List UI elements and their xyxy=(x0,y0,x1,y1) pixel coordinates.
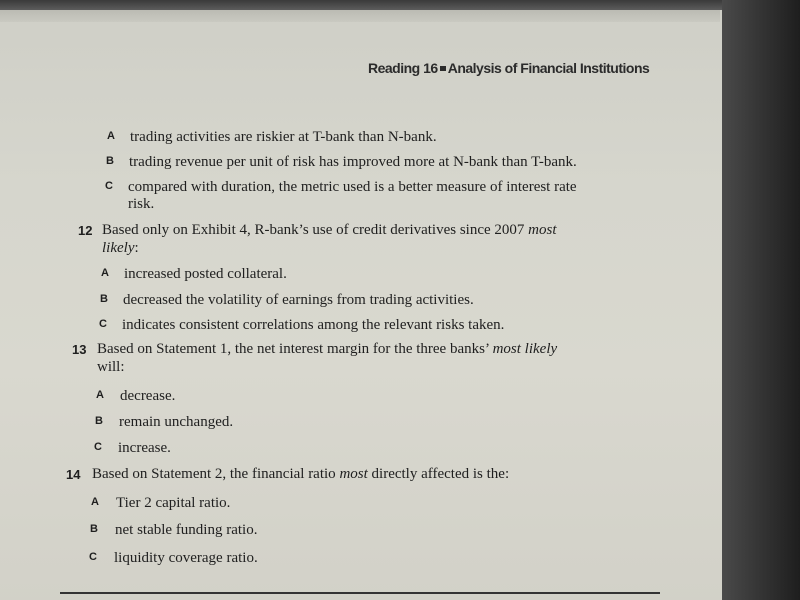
q13-option-b-letter: B xyxy=(95,415,103,427)
q12-stem-cont xyxy=(102,240,139,257)
q14-option-b-text: net stable funding ratio. xyxy=(115,522,258,538)
q11-option-a-letter: A xyxy=(107,130,115,142)
q13-option-b-text: remain unchanged. xyxy=(119,414,234,430)
q14-option-c-text: liquidity coverage ratio. xyxy=(114,550,258,566)
q12-stem-emphasis-2: likely xyxy=(102,240,135,256)
q14-stem-text-end: directly affected is the: xyxy=(371,466,510,482)
textbook-page xyxy=(0,8,760,600)
q13-option-a-text: decrease. xyxy=(120,388,176,404)
q13-option-c-letter: C xyxy=(94,441,102,453)
q13-stem-emphasis: most likely xyxy=(492,341,558,357)
q14-option-a-letter: A xyxy=(91,496,99,508)
monitor-bezel-right xyxy=(722,0,800,600)
separator-mark xyxy=(440,66,446,71)
q12-option-c-letter: C xyxy=(99,318,107,330)
reading-title: Analysis of Financial Institutions xyxy=(447,60,650,76)
q14-stem-emphasis: most xyxy=(339,466,368,482)
q11-option-c-letter: C xyxy=(105,180,113,192)
q14-option-c-letter: C xyxy=(89,551,97,563)
q12-option-b-text: decreased the volatility of earnings from trading activities. xyxy=(123,292,474,308)
q13-option-a-letter: A xyxy=(96,389,104,401)
q12-option-b-letter: B xyxy=(100,293,108,305)
q13-option-c-text: increase. xyxy=(118,440,171,456)
q11-option-a-text: trading activities are riskier at T-bank than N-bank. xyxy=(130,129,437,145)
q12-number: 12 xyxy=(78,223,93,238)
q14-stem-text: Based on Statement 2, the financial ratio xyxy=(92,466,336,482)
q12-option-c-text: indicates consistent correlations among the relevant risks taken. xyxy=(122,317,505,333)
q14-stem xyxy=(92,466,509,483)
q13-stem-cont: will: xyxy=(97,359,125,375)
q12-stem xyxy=(102,222,557,239)
q11-option-b-letter: B xyxy=(106,155,114,167)
q13-stem-text: Based on Statement 1, the net interest margin for the three banks’ xyxy=(97,341,489,357)
running-head xyxy=(368,60,649,76)
q11-option-c-text-cont: risk. xyxy=(128,196,155,212)
q12-stem-text: Based only on Exhibit 4, R-bank’s use of credit derivatives since 2007 xyxy=(102,222,525,238)
q12-option-a-letter: A xyxy=(101,267,109,279)
page-top-shadow xyxy=(0,8,720,22)
q14-option-b-letter: B xyxy=(90,523,98,535)
q12-stem-emphasis: most xyxy=(528,222,557,238)
q14-number: 14 xyxy=(66,467,81,482)
q13-stem xyxy=(97,341,557,358)
q12-stem-end: : xyxy=(134,240,139,256)
q11-option-b-text: trading revenue per unit of risk has improved more at N-bank than T-bank. xyxy=(129,154,577,170)
monitor-bezel-top xyxy=(0,0,800,10)
q13-number: 13 xyxy=(72,342,87,357)
q14-option-a-text: Tier 2 capital ratio. xyxy=(116,495,231,511)
q12-option-a-text: increased posted collateral. xyxy=(124,266,287,282)
reading-number: Reading 16 xyxy=(368,60,438,76)
footer-rule xyxy=(60,592,660,594)
q11-option-c-text: compared with duration, the metric used is a better measure of interest rate xyxy=(128,179,577,195)
